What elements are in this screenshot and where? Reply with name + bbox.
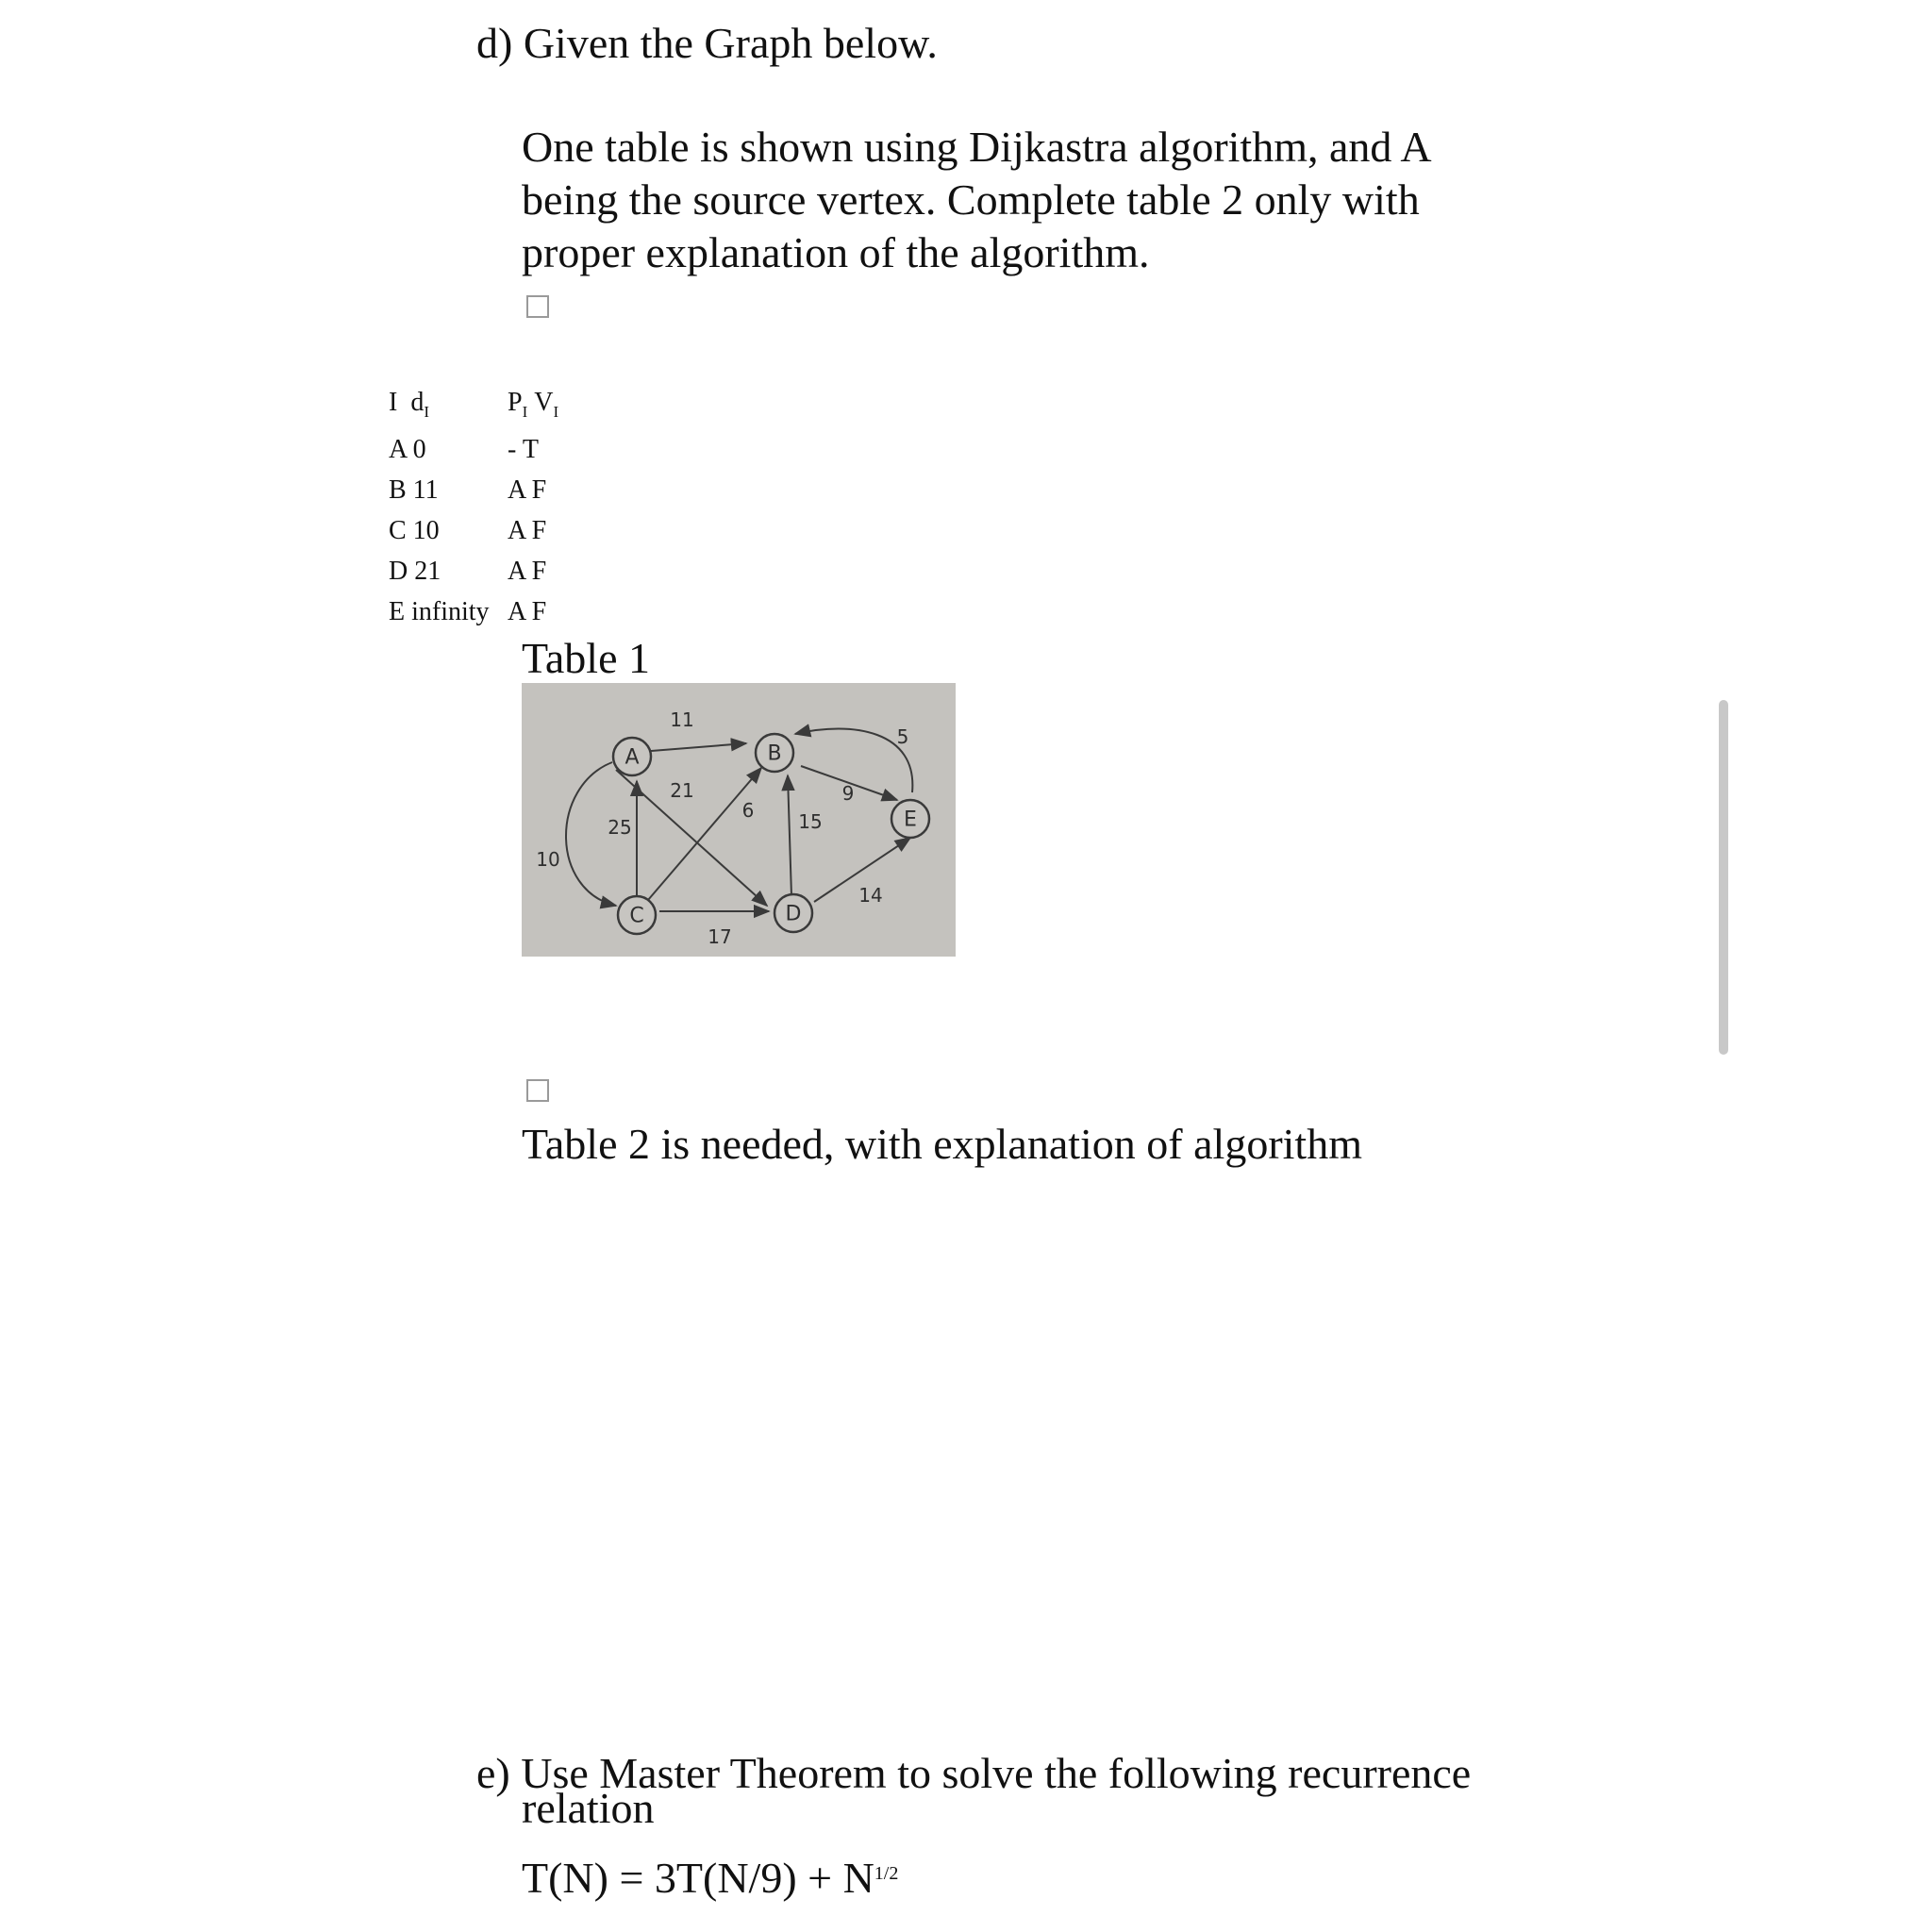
header-d-sub: I — [424, 403, 429, 421]
graph-photo — [522, 683, 956, 957]
weight-label: 25 — [608, 816, 632, 839]
weight-label: 21 — [670, 779, 694, 802]
recurrence-formula — [522, 1847, 898, 1905]
table-2-note: Table 2 is needed, with explanation of algorithm — [522, 1120, 1362, 1168]
table-cell: A F — [508, 475, 547, 505]
weight-label: 9 — [841, 782, 855, 805]
weight-label: 14 — [858, 884, 883, 907]
question-d-body-line-1: One table is shown using Dijkastra algorithm, and A — [522, 123, 1432, 171]
graph-diagram — [522, 683, 956, 957]
scrollbar-thumb[interactable] — [1719, 700, 1728, 1055]
table-cell: C 10 — [389, 516, 440, 545]
header-p: P — [508, 388, 523, 417]
question-d-body — [522, 121, 1432, 279]
table-1-caption: Table 1 — [522, 634, 651, 682]
weight-label: 5 — [896, 725, 909, 748]
table-cell: A F — [508, 516, 547, 545]
question-d-body-line-3: proper explanation of the algorithm. — [522, 228, 1150, 276]
weight-label: 17 — [708, 925, 732, 948]
weight-label: 10 — [536, 848, 560, 871]
header-i: I — [389, 388, 398, 417]
image-placeholder-checkbox-2[interactable] — [526, 1079, 549, 1102]
table-cell: E infinity — [389, 597, 490, 626]
node-d-label: D — [785, 902, 802, 926]
header-d: d — [410, 388, 425, 417]
weight-label: 15 — [798, 810, 823, 833]
node-a-label: A — [625, 745, 640, 770]
table-cell: D 21 — [389, 557, 441, 586]
question-d-body-line-2: being the source vertex. Complete table 2 only with — [522, 175, 1420, 224]
table-1 — [389, 383, 596, 628]
question-e-line-2: relation — [522, 1784, 655, 1832]
weight-label: 11 — [670, 708, 694, 731]
recurrence-formula-exponent: 1/2 — [874, 1863, 899, 1884]
edge-c-b — [648, 768, 761, 900]
weight-label: 6 — [741, 799, 755, 822]
question-e-heading: e) Use Master Theorem to solve the following recurrence — [476, 1749, 1472, 1797]
edge-d-b — [788, 775, 791, 896]
table-cell: B 11 — [389, 475, 439, 505]
table-cell: A 0 — [389, 435, 426, 464]
table-cell: A F — [508, 557, 547, 586]
table-cell: A F — [508, 597, 547, 626]
recurrence-formula-main: T(N) = 3T(N/9) + N — [522, 1854, 874, 1902]
image-placeholder-checkbox-1[interactable] — [526, 295, 549, 318]
node-c-label: C — [629, 904, 644, 928]
header-v-sub: I — [553, 403, 559, 421]
table-cell: - T — [508, 435, 539, 464]
node-e-label: E — [904, 808, 917, 832]
question-d-heading: d) Given the Graph below. — [476, 19, 938, 67]
header-v: V — [534, 388, 554, 417]
header-p-sub: I — [522, 403, 528, 421]
node-b-label: B — [767, 741, 782, 766]
